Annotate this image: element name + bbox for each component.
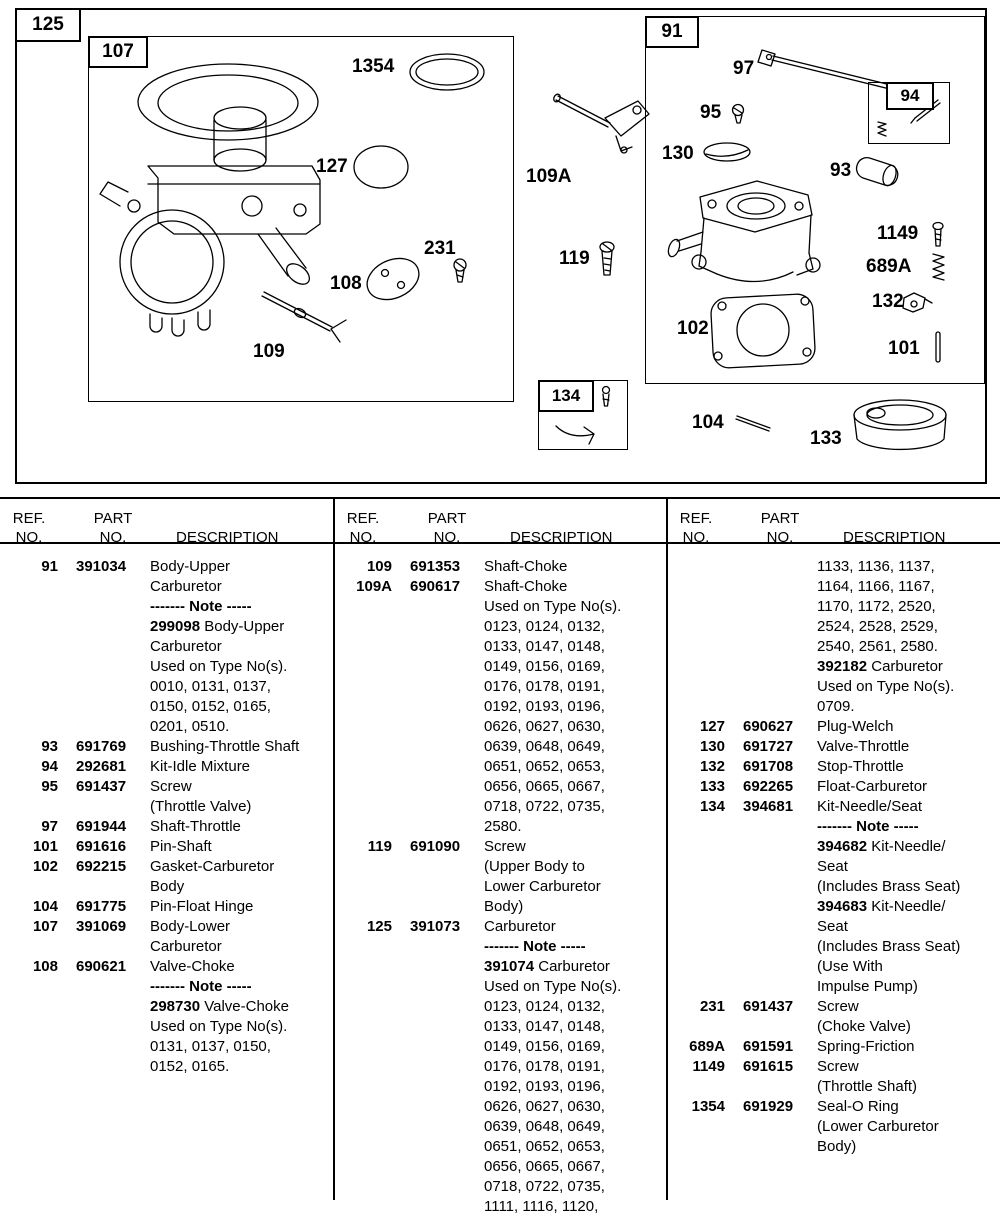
table-line: (Use With bbox=[817, 958, 883, 975]
table-line: 0651, 0652, 0653, bbox=[484, 1138, 605, 1155]
table-line: 1111, 1116, 1120, bbox=[484, 1198, 599, 1215]
table-line: 299098 Body-Upper bbox=[150, 618, 285, 635]
table-line: 1133, 1136, 1137, bbox=[817, 558, 935, 575]
table-line: Carburetor bbox=[150, 638, 222, 655]
table-line: 119 691090 Screw bbox=[367, 838, 526, 855]
table-line: 125 391073 Carburetor bbox=[366, 918, 556, 935]
table-line: 1149 691615 Screw bbox=[692, 1058, 859, 1075]
header-ref: REF. bbox=[12, 510, 46, 527]
table-line: 94 292681 Kit-Idle Mixture bbox=[41, 758, 251, 775]
table-line: Used on Type No(s). bbox=[484, 978, 622, 995]
table-line: 392182 Carburetor bbox=[817, 658, 943, 675]
table-line: 132 691708 Stop-Throttle bbox=[699, 758, 904, 775]
table-line: ------- Note ----- bbox=[150, 978, 252, 995]
table-line: 0626, 0627, 0630, bbox=[484, 718, 605, 735]
table-line: 93 691769 Bushing-Throttle Shaft bbox=[41, 738, 300, 755]
table-line: Used on Type No(s). bbox=[484, 598, 622, 615]
table-line: 394682 Kit-Needle/ bbox=[817, 838, 946, 855]
callout-132: 132 bbox=[872, 291, 904, 312]
table-line: 0123, 0124, 0132, bbox=[484, 618, 605, 635]
header-no: NO. bbox=[99, 529, 127, 546]
callout-130: 130 bbox=[662, 143, 694, 164]
table-line: 95 691437 Screw bbox=[41, 778, 192, 795]
table-line: Body) bbox=[817, 1138, 857, 1155]
table-line: 0656, 0665, 0667, bbox=[484, 778, 605, 795]
callout-127: 127 bbox=[316, 156, 348, 177]
header-ref: REF. bbox=[679, 510, 713, 527]
table-header-1 bbox=[0, 498, 333, 547]
callout-box-134-label: 134 bbox=[551, 386, 581, 405]
table-line: 0133, 0147, 0148, bbox=[484, 1018, 605, 1035]
callout-1149: 1149 bbox=[877, 223, 919, 244]
table-line: 0709. bbox=[817, 698, 855, 715]
table-line: 0656, 0665, 0667, bbox=[484, 1158, 605, 1175]
table-line: 0718, 0722, 0735, bbox=[484, 1178, 605, 1195]
table-line: 0192, 0193, 0196, bbox=[484, 1078, 605, 1095]
callout-689a: 689A bbox=[866, 256, 912, 277]
table-column-2 bbox=[334, 498, 667, 1215]
table-body-2 bbox=[334, 547, 667, 1217]
header-desc: DESCRIPTION bbox=[843, 529, 946, 546]
header-ref-no bbox=[334, 503, 392, 547]
callout-101: 101 bbox=[888, 338, 920, 359]
table-line: 133 692265 Float-Carburetor bbox=[699, 778, 928, 795]
table-line: 0149, 0156, 0169, bbox=[484, 658, 605, 675]
table-line: Impulse Pump) bbox=[817, 978, 918, 995]
header-no: NO. bbox=[349, 529, 377, 546]
callout-97: 97 bbox=[733, 58, 755, 79]
table-line: 109A 690617 Shaft-Choke bbox=[356, 578, 568, 595]
header-desc: DESCRIPTION bbox=[510, 529, 613, 546]
table-line: 0176, 0178, 0191, bbox=[484, 1058, 605, 1075]
table-line: 101 691616 Pin-Shaft bbox=[32, 838, 212, 855]
table-line: Body bbox=[150, 878, 185, 895]
header-ref: REF. bbox=[346, 510, 380, 527]
table-body-3 bbox=[667, 547, 1000, 1157]
callout-box-125-label: 125 bbox=[32, 14, 64, 35]
table-line: 0639, 0648, 0649, bbox=[484, 1118, 605, 1135]
table-line: ------- Note ----- bbox=[484, 938, 586, 955]
table-line: 231 691437 Screw bbox=[699, 998, 859, 1015]
table-line: Body) bbox=[484, 898, 524, 915]
table-line: 394683 Kit-Needle/ bbox=[817, 898, 946, 915]
table-line: 0150, 0152, 0165, bbox=[150, 698, 271, 715]
table-line: 0639, 0648, 0649, bbox=[484, 738, 605, 755]
table-column-3 bbox=[667, 498, 1000, 1200]
table-header-2 bbox=[334, 498, 667, 547]
callout-119: 119 bbox=[559, 248, 590, 269]
table-line: (Includes Brass Seat) bbox=[817, 938, 961, 955]
header-part: PART bbox=[760, 510, 800, 527]
table-line: Used on Type No(s). bbox=[150, 1018, 288, 1035]
header-description bbox=[150, 503, 333, 547]
table-line: 0176, 0178, 0191, bbox=[484, 678, 605, 695]
callout-108: 108 bbox=[330, 273, 362, 294]
table-line: 298730 Valve-Choke bbox=[150, 998, 289, 1015]
table-line: 134 394681 Kit-Needle/Seat bbox=[699, 798, 923, 815]
table-line: (Upper Body to bbox=[484, 858, 585, 875]
header-part: PART bbox=[93, 510, 133, 527]
table-line: Seat bbox=[817, 918, 848, 935]
header-part-no bbox=[76, 503, 150, 547]
table-body-1 bbox=[0, 547, 333, 1077]
table-line: 108 690621 Valve-Choke bbox=[32, 958, 235, 975]
callout-93: 93 bbox=[830, 160, 852, 181]
callout-102: 102 bbox=[677, 318, 709, 339]
table-line: Carburetor bbox=[150, 938, 222, 955]
callout-109a: 109A bbox=[526, 166, 572, 187]
table-line: Carburetor bbox=[150, 578, 222, 595]
table-line: 0152, 0165. bbox=[150, 1058, 230, 1075]
callout-box-91-label: 91 bbox=[661, 21, 683, 42]
diagram-callouts bbox=[0, 0, 1000, 494]
table-line: 2540, 2561, 2580. bbox=[817, 638, 938, 655]
table-column-1 bbox=[0, 498, 333, 1200]
table-line: 0718, 0722, 0735, bbox=[484, 798, 605, 815]
table-line: 0133, 0147, 0148, bbox=[484, 638, 605, 655]
table-line: Used on Type No(s). bbox=[817, 678, 955, 695]
table-line: Seat bbox=[817, 858, 848, 875]
callout-133: 133 bbox=[810, 428, 842, 449]
header-description bbox=[817, 503, 1000, 547]
table-line: 91 391034 Body-Upper bbox=[41, 558, 231, 575]
header-part: PART bbox=[427, 510, 467, 527]
table-line: 127 690627 Plug-Welch bbox=[699, 718, 894, 735]
table-line: 107 391069 Body-Lower bbox=[32, 918, 231, 935]
table-line: 0123, 0124, 0132, bbox=[484, 998, 605, 1015]
table-line: 689A 691591 Spring-Friction bbox=[689, 1038, 915, 1055]
header-no: NO. bbox=[433, 529, 461, 546]
callout-104: 104 bbox=[692, 412, 724, 433]
table-line: 0010, 0131, 0137, bbox=[150, 678, 271, 695]
table-line: 109 691353 Shaft-Choke bbox=[366, 558, 568, 575]
table-line: 1164, 1166, 1167, bbox=[817, 578, 935, 595]
callout-231: 231 bbox=[424, 238, 456, 259]
callout-1354: 1354 bbox=[352, 56, 395, 77]
table-line: 1170, 1172, 2520, bbox=[817, 598, 936, 615]
table-line: (Choke Valve) bbox=[817, 1018, 911, 1035]
table-line: 102 692215 Gasket-Carburetor bbox=[32, 858, 275, 875]
callout-box-107-label: 107 bbox=[102, 41, 134, 62]
table-line: 0626, 0627, 0630, bbox=[484, 1098, 605, 1115]
header-no: NO. bbox=[766, 529, 794, 546]
table-line: ------- Note ----- bbox=[150, 598, 252, 615]
header-part-no bbox=[410, 503, 484, 547]
table-line: (Throttle Valve) bbox=[150, 798, 252, 815]
table-line: (Throttle Shaft) bbox=[817, 1078, 918, 1095]
callout-95: 95 bbox=[700, 102, 722, 123]
exploded-diagram bbox=[0, 0, 1000, 494]
table-line: 97 691944 Shaft-Throttle bbox=[41, 818, 241, 835]
header-description bbox=[484, 503, 667, 547]
table-line: (Includes Brass Seat) bbox=[817, 878, 961, 895]
table-line: 0651, 0652, 0653, bbox=[484, 758, 605, 775]
header-ref-no bbox=[0, 503, 58, 547]
table-line: 0131, 0137, 0150, bbox=[150, 1038, 271, 1055]
table-line: Used on Type No(s). bbox=[150, 658, 288, 675]
table-line: 1354 691929 Seal-O Ring bbox=[691, 1098, 899, 1115]
header-ref-no bbox=[667, 503, 725, 547]
table-line: 0149, 0156, 0169, bbox=[484, 1038, 605, 1055]
header-desc: DESCRIPTION bbox=[176, 529, 279, 546]
table-line: 2524, 2528, 2529, bbox=[817, 618, 938, 635]
table-line: 104 691775 Pin-Float Hinge bbox=[32, 898, 254, 915]
table-line: ------- Note ----- bbox=[817, 818, 919, 835]
table-line: (Lower Carburetor bbox=[817, 1118, 939, 1135]
table-line: 130 691727 Valve-Throttle bbox=[699, 738, 910, 755]
header-no: NO. bbox=[682, 529, 710, 546]
table-line: 0201, 0510. bbox=[150, 718, 230, 735]
table-line: 391074 Carburetor bbox=[484, 958, 610, 975]
header-part-no bbox=[743, 503, 817, 547]
header-no: NO. bbox=[15, 529, 43, 546]
table-line: 0192, 0193, 0196, bbox=[484, 698, 605, 715]
callout-box-94-label: 94 bbox=[900, 86, 920, 105]
table-header-3 bbox=[667, 498, 1000, 547]
table-line: Lower Carburetor bbox=[484, 878, 601, 895]
callout-109: 109 bbox=[253, 341, 285, 362]
table-line: 2580. bbox=[484, 818, 522, 835]
